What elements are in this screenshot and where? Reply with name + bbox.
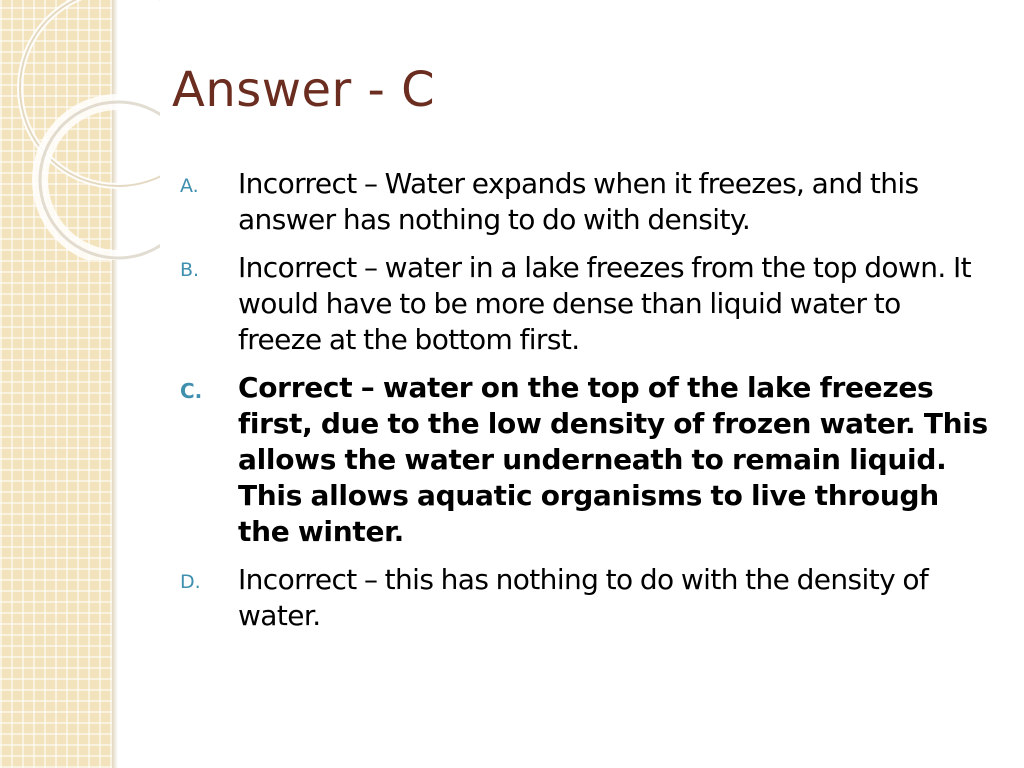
answer-item-a — [180, 166, 990, 238]
decorative-rings-icon — [0, 0, 160, 260]
answer-text: Incorrect – water in a lake freezes from the top down. It would have to be more dense than liquid water to freeze at the bottom first. — [238, 251, 971, 356]
answer-item-c — [180, 370, 990, 550]
answer-marker: C. — [180, 379, 203, 403]
answer-text: Correct – water on the top of the lake freezes first, due to the low density of frozen water. This allows the water underneath to remain liquid. This allows aquatic organisms to live through the winter. — [238, 371, 988, 548]
answer-item-b — [180, 250, 990, 358]
answer-marker: D. — [180, 571, 201, 593]
answer-list — [180, 166, 990, 646]
answer-marker: A. — [180, 175, 199, 197]
answer-item-d — [180, 562, 990, 634]
answer-marker: B. — [180, 259, 200, 281]
slide-title: Answer - C — [172, 62, 436, 118]
answer-text: Incorrect – this has nothing to do with the density of water. — [238, 563, 929, 632]
answer-text: Incorrect – Water expands when it freezes, and this answer has nothing to do with density. — [238, 167, 919, 236]
